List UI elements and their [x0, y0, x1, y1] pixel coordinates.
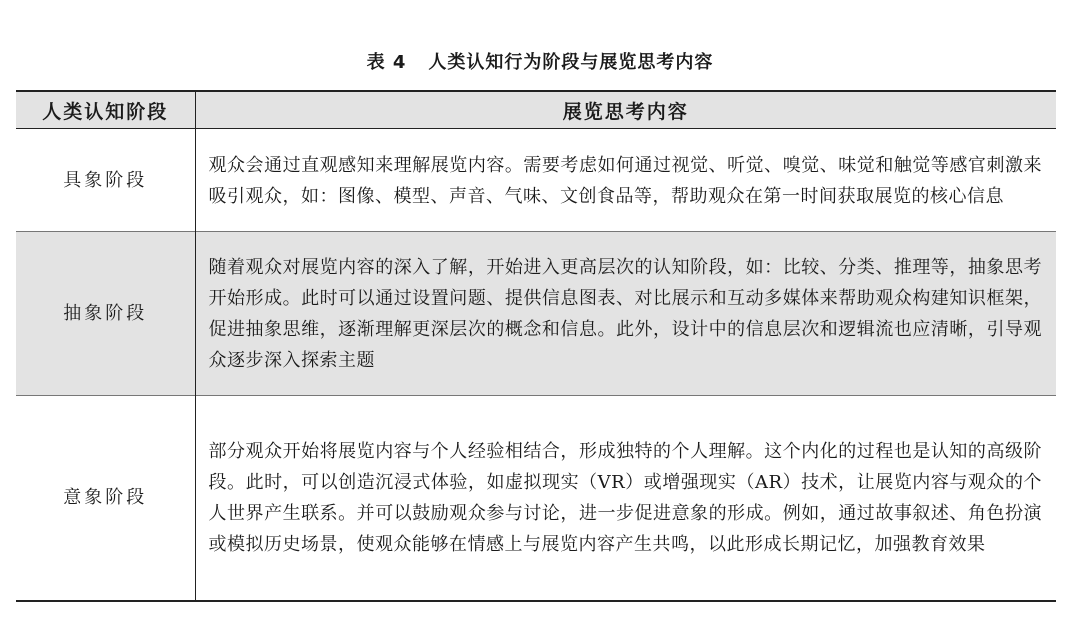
cognition-stage-table: [16, 90, 1056, 602]
content-cell: 随着观众对展览内容的深入了解，开始进入更高层次的认知阶段，如：比较、分类、推理等，抽象思考开始形成。此时可以通过设置问题、提供信息图表、对比展示和互动多媒体来帮助观众构建知识框架，促进抽象思维，逐渐理解更深层次的概念和信息。此外，设计中的信息层次和逻辑流也应清晰，引导观众逐步深入探索主题: [195, 232, 1056, 396]
header-stage: 人类认知阶段: [16, 91, 195, 129]
header-content: 展览思考内容: [195, 91, 1056, 129]
table-caption: [0, 48, 1080, 74]
content-cell: 部分观众开始将展览内容与个人经验相结合，形成独特的个人理解。这个内化的过程也是认知的高级阶段。此时，可以创造沉浸式体验，如虚拟现实（VR）或增强现实（AR）技术，让展览内容与观众的个人世界产生联系。并可以鼓励观众参与讨论，进一步促进意象的形成。例如，通过故事叙述、角色扮演或模拟历史场景，使观众能够在情感上与展览内容产生共鸣，以此形成长期记忆，加强教育效果: [195, 396, 1056, 601]
table-number: 表 4: [366, 52, 407, 73]
table-title: 人类认知行为阶段与展览思考内容: [428, 52, 714, 73]
table-row: [16, 396, 1056, 601]
stage-cell: 抽象阶段: [16, 232, 195, 396]
stage-cell: 具象阶段: [63, 169, 148, 191]
table-row: [16, 129, 1056, 232]
content-cell: 观众会通过直观感知来理解展览内容。需要考虑如何通过视觉、听觉、嗅觉、味觉和触觉等感官刺激来吸引观众，如：图像、模型、声音、气味、文创食品等，帮助观众在第一时间获取展览的核心信息: [195, 129, 1056, 232]
table-header-row: [16, 91, 1056, 129]
stage-cell: 意象阶段: [16, 396, 195, 601]
table-row: [16, 232, 1056, 396]
